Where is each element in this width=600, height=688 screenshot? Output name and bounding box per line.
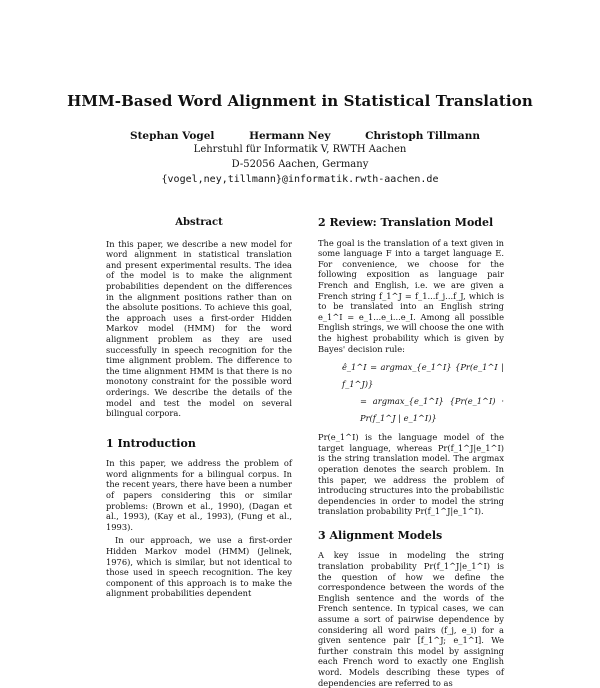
paragraph: The goal is the translation of a text given in some language F into a target language E. For convenience, we choose for the following exposition as language pair French and English, i.e. we are given a French string f_1^J = f_1...f_j...f_J, which is to be translated into an English string e_1^I = e_1...e_i...e_I. Among all possible English strings, we will choose the one with the highest probability which is given by Bayes' decision rule: (318, 237, 504, 354)
section-heading: 1 Introduction (106, 436, 196, 450)
author-name: Hermann Ney (249, 130, 331, 142)
affiliation: Lehrstuhl für Informatik V, RWTH Aachen (193, 144, 407, 155)
left-column (106, 218, 292, 599)
author-name: Stephan Vogel (130, 130, 215, 142)
paragraph: Pr(e_1^I) is the language model of the target language, whereas Pr(f_1^J|e_1^I) is the string translation model. The argmax operation denotes the search problem. In this paper, we address the problem of introducing structures into the probabilistic dependencies in order to model the string translation probability Pr(f_1^J|e_1^I). (318, 432, 504, 517)
equation-line: ê_1^I = argmax_{e_1^I} {Pr(e_1^I | f_1^J)} (342, 362, 504, 390)
paragraph: In this paper, we address the problem of word alignments for a bilingual corpus. In the recent years, there have been a number of papers considering this or similar problems: (Brown et al., 1990), (Dagan et al., 1993), (Kay et al., 1993), (Fung et al., 1993). (106, 458, 292, 532)
abstract-heading: Abstract (175, 217, 223, 228)
equation-line: = argmax_{e_1^I} {Pr(e_1^I) · Pr(f_1^J | e_1^I)} (360, 396, 504, 424)
author-name: Christoph Tillmann (365, 130, 480, 142)
address: D-52056 Aachen, Germany (231, 159, 369, 170)
email: {vogel,ney,tillmann}@informatik.rwth-aachen.de (161, 174, 439, 185)
author-list (130, 130, 480, 142)
paragraph: In our approach, we use a first-order Hidden Markov model (HMM) (Jelinek, 1976), which is similar, but not identical to those used in speech recognition. The key component of this approach is to make the alignment probabilities dependent (106, 535, 292, 599)
paper-title: HMM-Based Word Alignment in Statistical Translation (67, 92, 533, 110)
equation (342, 359, 504, 427)
paragraph: A key issue in modeling the string translation probability Pr(f_1^J|e_1^I) is the question of how we define the correspondence between the words of the English sentence and the words of the French sentence. In typical cases, we can assume a sort of pairwise dependence by considering all word pairs (f_j, e_i) for a given sentence pair [f_1^J; e_1^I]. We further constrain this model by assigning each French word to exactly one English word. Models describing these types of dependencies are referred to as (318, 550, 504, 688)
section-heading: 2 Review: Translation Model (318, 216, 494, 229)
section-heading: 3 Alignment Models (318, 528, 443, 542)
right-column (318, 218, 504, 688)
abstract-text: In this paper, we describe a new model for word alignment in statistical translation and present experimental results. The idea of the model is to make the alignment probabilities dependent on the differences in the alignment positions rather than on the absolute positions. To achieve this goal, the approach uses a first-order Hidden Markov model (HMM) for the word alignment problem as they are used successfully in speech recognition for the time alignment problem. The difference to the time alignment HMM is that there is no monotony constraint for the possible word orderings. We describe the details of the model and test the model on several bilingual corpora. (106, 238, 292, 419)
